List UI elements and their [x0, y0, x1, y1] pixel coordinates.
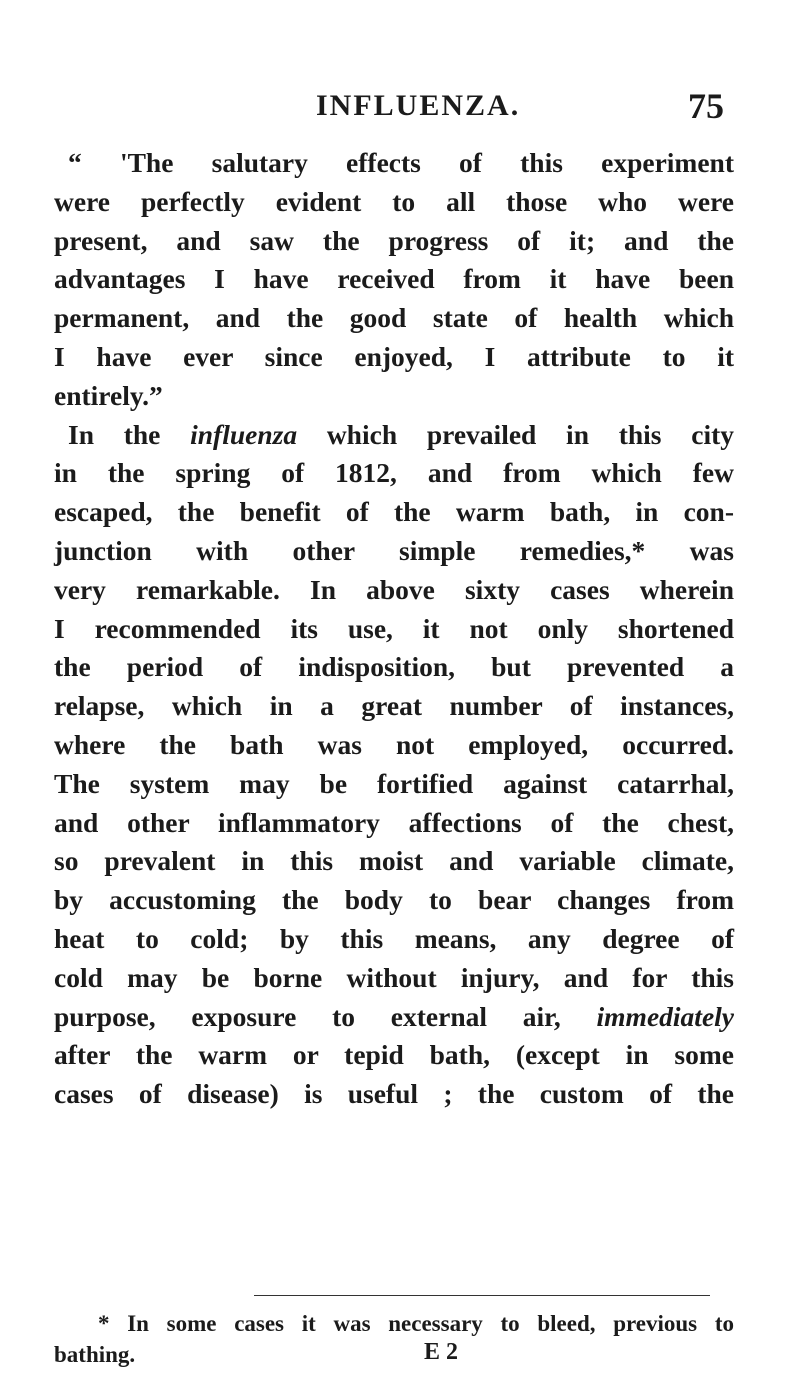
- footnote-line: * In some cases it was necessary to bleed, previous to: [98, 1311, 734, 1336]
- footnote-line: bathing.: [54, 1342, 136, 1367]
- italic-term: influenza: [190, 418, 298, 450]
- text-line: and other inflammatory affections of the chest,: [54, 806, 734, 838]
- text-line: heat to cold; by this means, any degree of: [54, 922, 734, 954]
- page-header: [0, 86, 800, 126]
- text-line: so prevalent in this moist and variable climate,: [54, 845, 734, 877]
- italic-term: immediately: [596, 1000, 734, 1032]
- text-line: in the spring of 1812, and from which few: [54, 457, 734, 489]
- text-line: after the warm or tepid bath, (except in some: [54, 1039, 734, 1071]
- text-fragment: purpose, exposure to external air,: [54, 1000, 597, 1032]
- text-line: I have ever since enjoyed, I attribute to it: [54, 340, 734, 372]
- text-line: escaped, the benefit of the warm bath, in con-: [54, 496, 734, 528]
- text-line: permanent, and the good state of health which: [54, 302, 734, 334]
- text-line: I recommended its use, it not only shortened: [54, 612, 734, 644]
- text-line: by accustoming the body to bear changes from: [54, 884, 734, 916]
- text-line: advantages I have received from it have been: [54, 263, 734, 295]
- page-number: 75: [688, 86, 724, 126]
- footnote-divider: [254, 1295, 710, 1296]
- text-line: [54, 416, 734, 455]
- text-line: relapse, which in a great number of instances,: [54, 690, 734, 722]
- signature-mark: E 2: [424, 1339, 459, 1365]
- text-line: entirely.”: [54, 379, 163, 411]
- text-line: The system may be fortified against catarrhal,: [54, 767, 734, 799]
- text-fragment: which prevailed in this city: [297, 418, 734, 450]
- text-line: present, and saw the progress of it; and the: [54, 224, 734, 256]
- text-line: where the bath was not employed, occurred.: [54, 728, 734, 760]
- text-line: very remarkable. In above sixty cases wherein: [54, 573, 734, 605]
- text-line: cold may be borne without injury, and for this: [54, 961, 734, 993]
- text-line: the period of indisposition, but prevented a: [54, 651, 734, 683]
- text-line: junction with other simple remedies,* was: [54, 534, 734, 566]
- text-line: “ 'The salutary effects of this experiment: [68, 147, 734, 178]
- running-head: INFLUENZA.: [316, 89, 521, 122]
- body-text: [54, 144, 734, 1114]
- text-line: [54, 998, 734, 1037]
- footnote: [54, 1308, 734, 1370]
- text-line: cases of disease) is useful ; the custom of the: [54, 1078, 734, 1110]
- text-fragment: In the: [68, 418, 191, 450]
- text-line: were perfectly evident to all those who were: [54, 185, 734, 217]
